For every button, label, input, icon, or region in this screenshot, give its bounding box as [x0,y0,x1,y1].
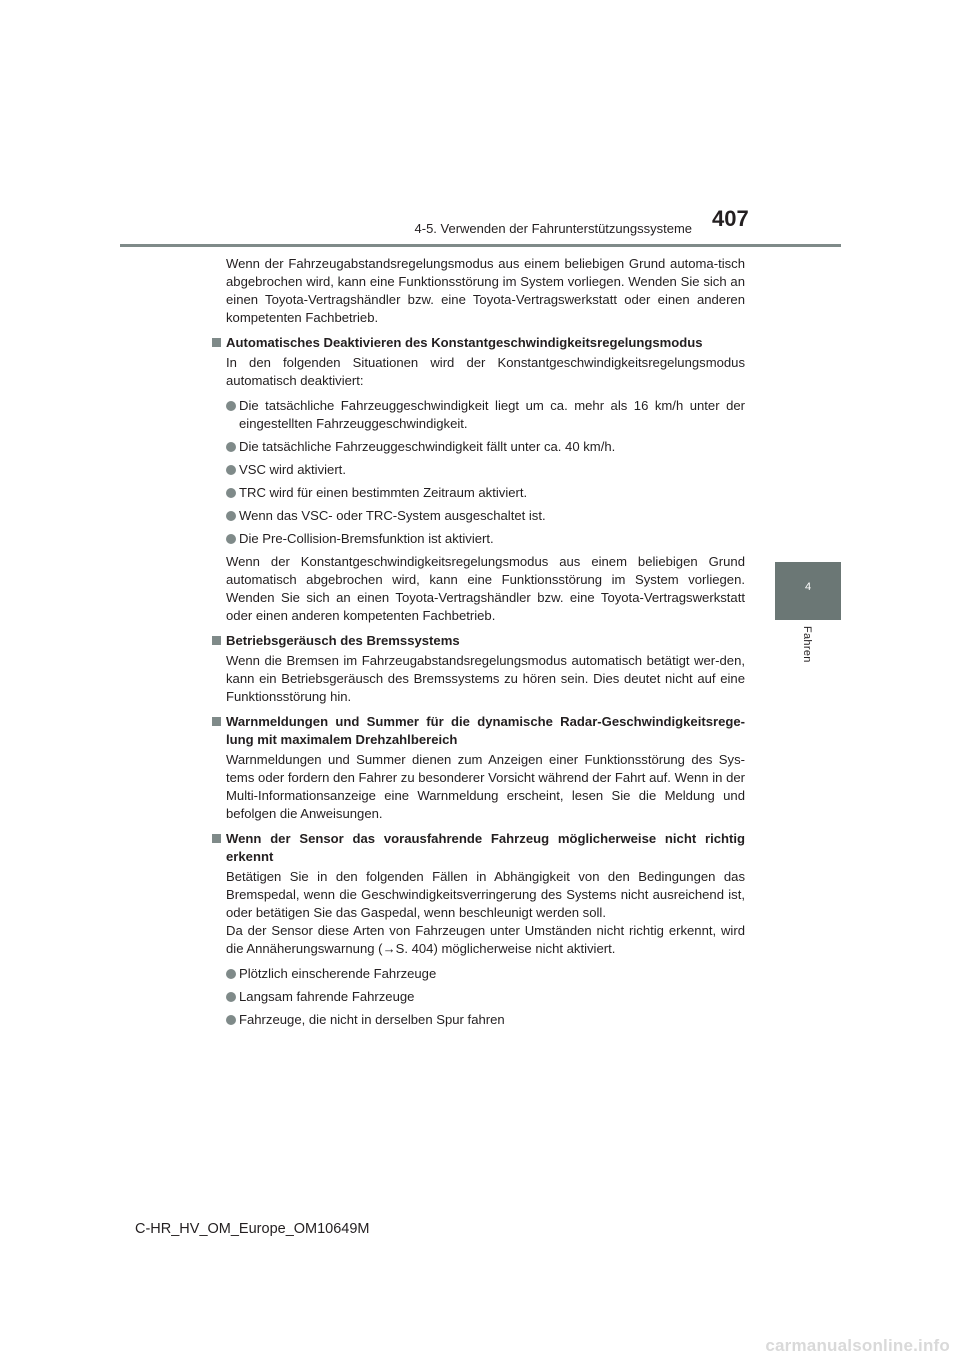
list-item [210,1011,745,1029]
circle-bullet-icon [226,442,236,452]
circle-bullet-icon [226,488,236,498]
document-code: C-HR_HV_OM_Europe_OM10649M [135,1221,370,1237]
list-item [210,484,745,502]
square-bullet-icon [212,717,221,726]
section-heading [210,830,745,866]
circle-bullet-icon [226,534,236,544]
square-bullet-icon [212,834,221,843]
section-paragraph: Wenn die Bremsen im Fahrzeugabstandsregelungsmodus automatisch betätigt wer-den, kann ein Betriebsgeräusch des Bremssystems zu hören sein. Dies deutet nicht auf eine Funktionsstörung hin. [226,653,745,704]
chapter-label: Fahren [801,626,813,663]
watermark-link[interactable]: carmanualsonline.info [765,1336,950,1355]
list-item-text: Fahrzeuge, die nicht in derselben Spur fahren [239,1012,505,1027]
list-item [210,397,745,433]
list-item-text: Die tatsächliche Fahrzeuggeschwindigkeit fällt unter ca. 40 km/h. [239,439,616,454]
list-item [210,438,745,456]
heading-text: Warnmeldungen und Summer für die dynamische Radar-Geschwindigkeitsrege-lung mit maximalem Drehzahlbereich [226,714,745,747]
circle-bullet-icon [226,511,236,521]
section-heading [210,334,745,352]
list-item-text: Langsam fahrende Fahrzeuge [239,989,415,1004]
circle-bullet-icon [226,969,236,979]
list-item-text: VSC wird aktiviert. [239,462,346,477]
list-item-text: Die Pre-Collision-Bremsfunktion ist aktiviert. [239,531,494,546]
list-item [210,965,745,983]
section-paragraph: Wenn der Konstantgeschwindigkeitsregelungsmodus aus einem beliebigen Grund automatisch abgebrochen wird, kann eine Funktionsstörung im System vorliegen. Wenden Sie sich an einen Toyota-Vertragshändler bzw. eine Toyota-Vertragswerkstatt oder einen anderen kompetenten Fachbetrieb. [226,554,745,623]
section-heading [210,632,745,650]
heading-text: Automatisches Deaktivieren des Konstantgeschwindigkeitsregelungsmodus [226,335,703,350]
circle-bullet-icon [226,401,236,411]
intro-paragraph: Wenn der Fahrzeugabstandsregelungsmodus aus einem beliebigen Grund automa-tisch abgebrochen wird, kann eine Funktionsstörung im System vorliegen. Wenden Sie sich an einen Toyota-Vertragshändler bzw. eine Toyota-Vertragswerkstatt oder einen anderen kompetenten Fachbetrieb. [226,256,745,325]
list-item [210,988,745,1006]
circle-bullet-icon [226,1015,236,1025]
page-number: 407 [712,206,749,231]
list-item-text: Wenn das VSC- oder TRC-System ausgeschaltet ist. [239,508,546,523]
section-title: 4-5. Verwenden der Fahrunterstützungssysteme [414,221,692,236]
section-paragraph: Da der Sensor diese Arten von Fahrzeugen unter Umständen nicht richtig erkennt, wird die Annäherungswarnung (→S. 404) möglicherweise nicht aktiviert. [226,923,745,956]
list-item-text: TRC wird für einen bestimmten Zeitraum aktiviert. [239,485,528,500]
heading-text: Wenn der Sensor das vorausfahrende Fahrzeug möglicherweise nicht richtig erkennt [226,831,745,864]
section-paragraph: Betätigen Sie in den folgenden Fällen in Abhängigkeit von den Bedingungen das Bremspedal, wenn die Geschwindigkeitsverringerung des Systems nicht ausreichend ist, oder betätigen Sie das Gaspedal, wenn beschleunigt werden soll. [226,869,745,920]
main-content [210,255,745,1034]
section-paragraph: Warnmeldungen und Summer dienen zum Anzeigen einer Funktionsstörung des Sys-tems oder fordern den Fahrer zu besonderer Vorsicht während der Fahrt auf. Wenn in der Multi-Informationsanzeige eine Warnmeldung erscheint, lesen Sie die Meldung und befolgen die Anweisungen. [226,752,745,821]
circle-bullet-icon [226,992,236,1002]
chapter-tab[interactable] [775,562,841,620]
list-item-text: Plötzlich einscherende Fahrzeuge [239,966,437,981]
list-item [210,507,745,525]
square-bullet-icon [212,338,221,347]
heading-text: Betriebsgeräusch des Bremssystems [226,633,460,648]
list-item [210,461,745,479]
chapter-number: 4 [804,581,812,593]
section-heading [210,713,745,749]
list-item-text: Die tatsächliche Fahrzeuggeschwindigkeit liegt um ca. mehr als 16 km/h unter der eingestellten Fahrzeuggeschwindigkeit. [239,398,745,431]
square-bullet-icon [212,636,221,645]
header-divider [120,244,841,247]
section-paragraph: In den folgenden Situationen wird der Konstantgeschwindigkeitsregelungsmodus automatisch deaktiviert: [226,355,745,388]
list-item [210,530,745,548]
circle-bullet-icon [226,465,236,475]
